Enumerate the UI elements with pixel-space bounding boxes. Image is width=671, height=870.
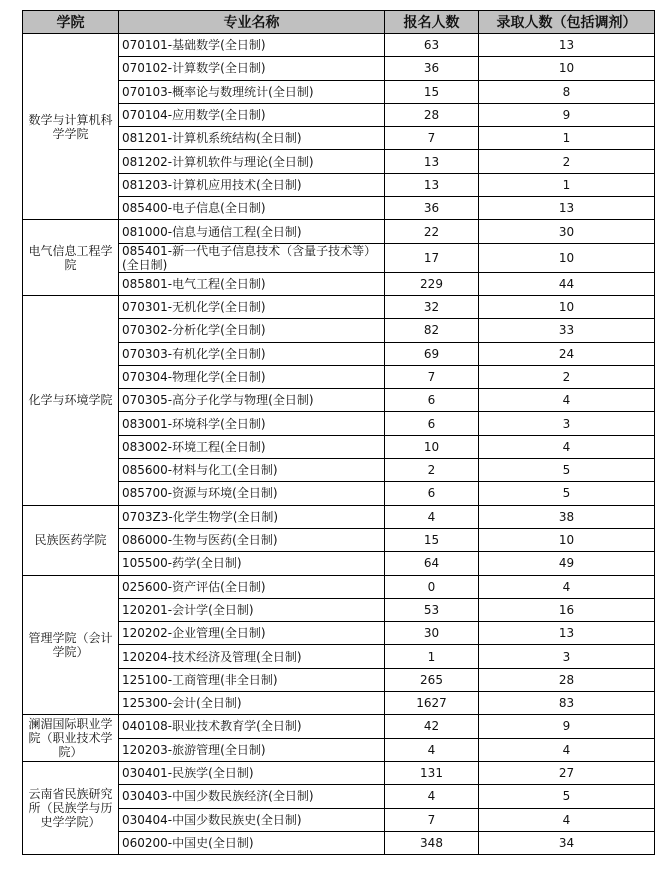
table-body: [23, 34, 655, 855]
major-cell: 081202-计算机软件与理论(全日制): [119, 150, 385, 173]
admitted-cell: 2: [479, 365, 655, 388]
major-cell: 030404-中国少数民族史(全日制): [119, 808, 385, 831]
admitted-cell: 28: [479, 668, 655, 691]
major-cell: 083001-环境科学(全日制): [119, 412, 385, 435]
applicants-cell: 36: [385, 57, 479, 80]
admitted-cell: 44: [479, 272, 655, 295]
table-row: [23, 34, 655, 57]
admitted-cell: 13: [479, 622, 655, 645]
major-cell: 040108-职业技术教育学(全日制): [119, 715, 385, 738]
applicants-cell: 6: [385, 389, 479, 412]
admitted-cell: 10: [479, 243, 655, 272]
applicants-cell: 69: [385, 342, 479, 365]
applicants-cell: 82: [385, 319, 479, 342]
applicants-cell: 13: [385, 173, 479, 196]
admitted-cell: 4: [479, 389, 655, 412]
applicants-cell: 64: [385, 552, 479, 575]
college-cell: 云南省民族研究所（民族学与历史学学院）: [23, 761, 119, 854]
table-row: [23, 505, 655, 528]
admitted-cell: 3: [479, 412, 655, 435]
admitted-cell: 24: [479, 342, 655, 365]
major-cell: 070304-物理化学(全日制): [119, 365, 385, 388]
admissions-sheet: [22, 10, 655, 855]
applicants-cell: 15: [385, 528, 479, 551]
college-cell: 澜湄国际职业学院（职业技术学院）: [23, 715, 119, 762]
admitted-cell: 8: [479, 80, 655, 103]
applicants-cell: 53: [385, 598, 479, 621]
admitted-cell: 4: [479, 435, 655, 458]
applicants-cell: 7: [385, 127, 479, 150]
admitted-cell: 10: [479, 528, 655, 551]
applicants-cell: 63: [385, 34, 479, 57]
major-cell: 081000-信息与通信工程(全日制): [119, 220, 385, 243]
applicants-cell: 229: [385, 272, 479, 295]
admitted-cell: 5: [479, 785, 655, 808]
admitted-cell: 5: [479, 482, 655, 505]
header-row: [23, 11, 655, 34]
college-cell: 管理学院（会计学院）: [23, 575, 119, 715]
applicants-cell: 30: [385, 622, 479, 645]
applicants-cell: 0: [385, 575, 479, 598]
major-cell: 105500-药学(全日制): [119, 552, 385, 575]
applicants-cell: 22: [385, 220, 479, 243]
admitted-cell: 13: [479, 197, 655, 220]
admitted-cell: 10: [479, 295, 655, 318]
admitted-cell: 49: [479, 552, 655, 575]
applicants-cell: 6: [385, 482, 479, 505]
major-cell: 083002-环境工程(全日制): [119, 435, 385, 458]
major-cell: 081201-计算机系统结构(全日制): [119, 127, 385, 150]
major-cell: 070305-高分子化学与物理(全日制): [119, 389, 385, 412]
applicants-cell: 4: [385, 785, 479, 808]
major-cell: 085700-资源与环境(全日制): [119, 482, 385, 505]
major-cell: 120204-技术经济及管理(全日制): [119, 645, 385, 668]
major-cell: 120201-会计学(全日制): [119, 598, 385, 621]
major-cell: 030401-民族学(全日制): [119, 761, 385, 784]
major-cell: 085801-电气工程(全日制): [119, 272, 385, 295]
college-cell: 电气信息工程学院: [23, 220, 119, 296]
applicants-cell: 32: [385, 295, 479, 318]
major-cell: 070103-概率论与数理统计(全日制): [119, 80, 385, 103]
college-cell: 化学与环境学院: [23, 295, 119, 505]
admitted-cell: 30: [479, 220, 655, 243]
major-cell: 070303-有机化学(全日制): [119, 342, 385, 365]
table-row: [23, 715, 655, 738]
admitted-cell: 9: [479, 715, 655, 738]
major-cell: 070102-计算数学(全日制): [119, 57, 385, 80]
admitted-cell: 5: [479, 459, 655, 482]
admitted-cell: 9: [479, 103, 655, 126]
header-major: 专业名称: [119, 11, 385, 34]
major-cell: 060200-中国史(全日制): [119, 831, 385, 854]
table-row: [23, 761, 655, 784]
applicants-cell: 17: [385, 243, 479, 272]
table-row: [23, 295, 655, 318]
header-college: 学院: [23, 11, 119, 34]
applicants-cell: 36: [385, 197, 479, 220]
admitted-cell: 83: [479, 692, 655, 715]
admitted-cell: 1: [479, 127, 655, 150]
applicants-cell: 7: [385, 808, 479, 831]
admitted-cell: 33: [479, 319, 655, 342]
applicants-cell: 2: [385, 459, 479, 482]
college-cell: 民族医药学院: [23, 505, 119, 575]
admitted-cell: 34: [479, 831, 655, 854]
major-cell: 081203-计算机应用技术(全日制): [119, 173, 385, 196]
major-cell: 125100-工商管理(非全日制): [119, 668, 385, 691]
applicants-cell: 131: [385, 761, 479, 784]
header-admitted: 录取人数（包括调剂）: [479, 11, 655, 34]
major-cell: 085400-电子信息(全日制): [119, 197, 385, 220]
major-cell: 120203-旅游管理(全日制): [119, 738, 385, 761]
admitted-cell: 4: [479, 738, 655, 761]
major-cell: 070101-基础数学(全日制): [119, 34, 385, 57]
major-cell: 070302-分析化学(全日制): [119, 319, 385, 342]
applicants-cell: 1: [385, 645, 479, 668]
major-cell: 0703Z3-化学生物学(全日制): [119, 505, 385, 528]
applicants-cell: 28: [385, 103, 479, 126]
applicants-cell: 4: [385, 505, 479, 528]
admissions-table: [22, 10, 655, 855]
major-cell: 070104-应用数学(全日制): [119, 103, 385, 126]
major-cell: 025600-资产评估(全日制): [119, 575, 385, 598]
applicants-cell: 265: [385, 668, 479, 691]
admitted-cell: 3: [479, 645, 655, 668]
major-cell: 030403-中国少数民族经济(全日制): [119, 785, 385, 808]
admitted-cell: 13: [479, 34, 655, 57]
applicants-cell: 42: [385, 715, 479, 738]
table-row: [23, 220, 655, 243]
applicants-cell: 7: [385, 365, 479, 388]
admitted-cell: 16: [479, 598, 655, 621]
applicants-cell: 6: [385, 412, 479, 435]
applicants-cell: 13: [385, 150, 479, 173]
admitted-cell: 1: [479, 173, 655, 196]
table-row: [23, 575, 655, 598]
applicants-cell: 1627: [385, 692, 479, 715]
admitted-cell: 27: [479, 761, 655, 784]
admitted-cell: 10: [479, 57, 655, 80]
college-cell: 数学与计算机科学学院: [23, 34, 119, 220]
major-cell: 086000-生物与医药(全日制): [119, 528, 385, 551]
major-cell: 085401-新一代电子信息技术（含量子技术等）(全日制): [119, 243, 385, 272]
admitted-cell: 4: [479, 808, 655, 831]
admitted-cell: 38: [479, 505, 655, 528]
major-cell: 070301-无机化学(全日制): [119, 295, 385, 318]
applicants-cell: 348: [385, 831, 479, 854]
admitted-cell: 2: [479, 150, 655, 173]
applicants-cell: 15: [385, 80, 479, 103]
major-cell: 120202-企业管理(全日制): [119, 622, 385, 645]
major-cell: 085600-材料与化工(全日制): [119, 459, 385, 482]
header-applicants: 报名人数: [385, 11, 479, 34]
applicants-cell: 4: [385, 738, 479, 761]
admitted-cell: 4: [479, 575, 655, 598]
applicants-cell: 10: [385, 435, 479, 458]
major-cell: 125300-会计(全日制): [119, 692, 385, 715]
